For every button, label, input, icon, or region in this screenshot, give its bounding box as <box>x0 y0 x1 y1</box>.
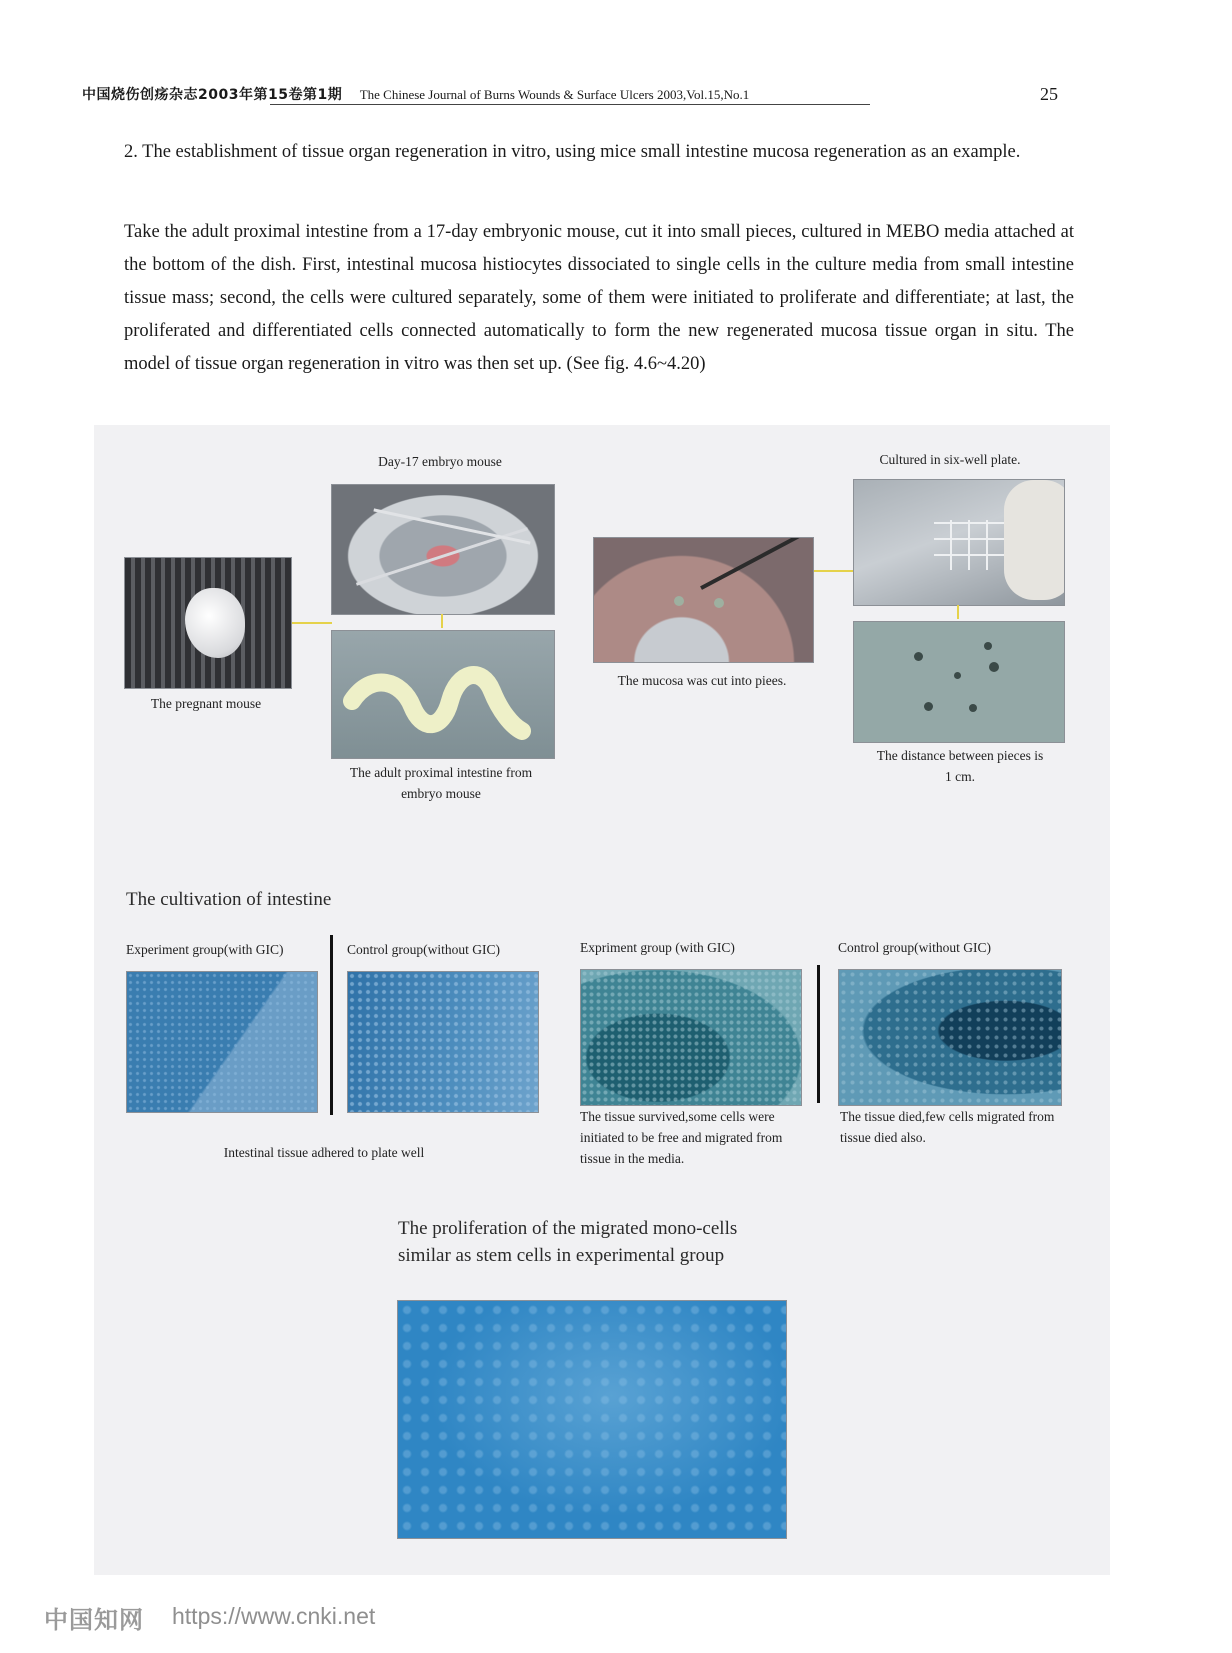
cultivation-title: The cultivation of intestine <box>126 889 332 910</box>
six-well-label: Cultured in six-well plate. <box>879 452 1021 467</box>
mucosa-caption: The mucosa was cut into piees. <box>617 673 787 688</box>
arrow-connector <box>814 570 854 572</box>
method-paragraph: Take the adult proximal intestine from a 17-day embryonic mouse, cut it into small pieces, cultured in MEBO media attached at the bottom of the dish. First, intestinal mucosa histiocytes dissociated to single cells in the culture media from small intestine tissue mass; second, the cells were cultured separately, some of them were initiated to proliferate and differentiate; at last, the proliferated and differentiated cells connected automatically to form the new regenerated mucosa tissue organ in situ. The model of tissue organ regeneration in vitro was then set up. (See fig. 4.6~4.20) <box>124 222 1074 374</box>
adhered-caption: Intestinal tissue adhered to plate well <box>223 1145 425 1160</box>
header-underline <box>270 104 870 105</box>
ctrl-group-label-1: Control group(without GIC) <box>347 942 500 957</box>
exp-micrograph-2 <box>580 969 802 1106</box>
page-number: 25 <box>1040 84 1058 104</box>
exp-group-label-2: Expriment group (with GIC) <box>580 940 735 955</box>
arrow-connector <box>957 605 959 619</box>
arrow-connector <box>292 622 332 624</box>
cnki-logo: 中国知网 <box>44 1606 144 1634</box>
figure-panel <box>94 425 1110 1575</box>
intestine-caption: The adult proximal intestine from embryo mouse <box>349 765 533 801</box>
exp-micrograph-1 <box>126 971 318 1113</box>
group-divider <box>817 965 820 1103</box>
died-caption: The tissue died,few cells migrated from tissue died also. <box>840 1109 1055 1145</box>
distance-caption: The distance between pieces is 1 cm. <box>876 748 1044 784</box>
pregnant-mouse-photo <box>124 557 292 689</box>
intestine-shape <box>332 631 554 758</box>
six-well-plate-photo <box>853 479 1065 606</box>
section-heading-paragraph: 2. The establishment of tissue organ regeneration in vitro, using mice small intestine mucosa regeneration as an example. <box>124 142 1021 162</box>
ctrl-group-label-2: Control group(without GIC) <box>838 940 991 955</box>
ctrl-micrograph-2 <box>838 969 1062 1106</box>
mucosa-cut-photo <box>593 537 814 663</box>
embryo-label: Day-17 embryo mouse <box>378 454 502 469</box>
journal-title-en: The Chinese Journal of Burns Wounds & Surface Ulcers 2003,Vol.15,No.1 <box>359 87 750 102</box>
proliferation-micrograph <box>397 1300 787 1539</box>
arrow-connector <box>441 614 443 628</box>
group-divider <box>330 935 333 1115</box>
journal-title-cn: 中国烧伤创疡杂志2003年第15卷第1期 <box>82 87 343 103</box>
ctrl-micrograph-1 <box>347 971 539 1113</box>
embryo-dissection-photo <box>331 484 555 615</box>
exp-group-label-1: Experiment group(with GIC) <box>126 942 284 957</box>
survived-caption: The tissue survived,some cells were initiated to be free and migrated from tissue in the media. <box>580 1109 783 1166</box>
proliferation-title: The proliferation of the migrated mono-cells similar as stem cells in experimental group <box>398 1218 738 1266</box>
pregnant-mouse-caption: The pregnant mouse <box>150 696 262 711</box>
pieces-distance-photo <box>853 621 1065 743</box>
cnki-url[interactable]: https://www.cnki.net <box>172 1603 376 1629</box>
intestine-photo <box>331 630 555 759</box>
